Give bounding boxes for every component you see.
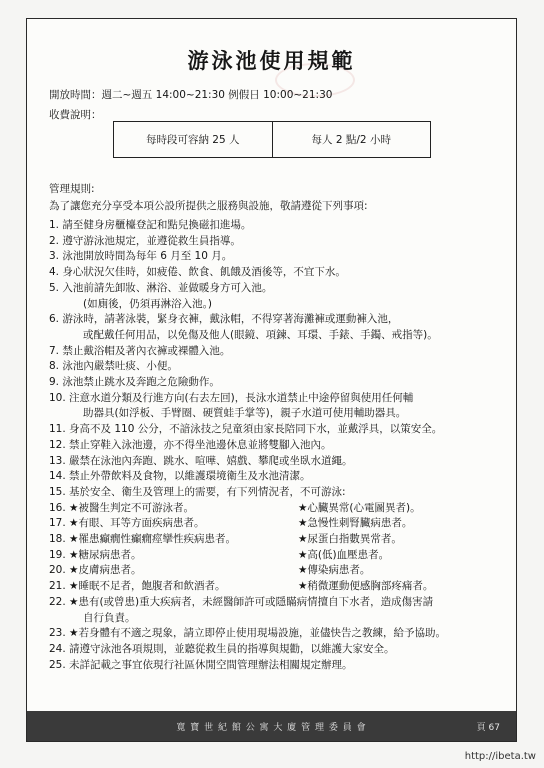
rule-item: 3. 泳池開放時間為每年 6 月至 10 月。 <box>49 250 233 263</box>
rule-pair-left: 20. ★皮膚病患者。 <box>49 564 142 577</box>
rule-item: 12. 禁止穿鞋入泳池邊，亦不得坐池邊休息並將雙腳入池內。 <box>49 438 332 451</box>
rule-item: 25. 未詳記載之事宜依現行社區休閒空間管理辦法相關規定辦理。 <box>49 658 353 671</box>
rule-item: 7. 禁止戴浴帽及著內衣褲或裸體入池。 <box>49 344 231 357</box>
document-page <box>26 18 517 742</box>
rule-item: 5. 入池前請先卸妝、淋浴、並做暖身方可入池。 <box>49 281 273 294</box>
rule-item: 或配戴任何用品，以免傷及他人(眼鏡、項鍊、耳環、手錶、手鐲、戒指等)。 <box>83 328 438 341</box>
rule-pair <box>49 532 509 548</box>
rules-heading: 管理規則: <box>49 183 95 195</box>
rule-item: 15. 基於安全、衛生及管理上的需要，有下列情況者，不可游泳: <box>49 485 346 498</box>
rule-item: 24. 請遵守泳池各項規則，並聽從救生員的指導與規勸，以維護大家安全。 <box>49 642 395 655</box>
rule-pair <box>49 501 509 517</box>
rule-item: 23. ★若身體有不適之現象，請立即停止使用現場設施，並儘快告之教練，給予協助。 <box>49 627 446 640</box>
capacity-cell: 每時段可容納 25 人 <box>145 134 240 146</box>
committee-name: 寬 寶 世 紀 館 公 寓 大 廈 管 理 委 員 會 <box>176 723 367 733</box>
rule-pair-left: 17. ★有眼、耳等方面疾病患者。 <box>49 517 205 530</box>
rule-item: 8. 泳池內嚴禁吐痰、小便。 <box>49 360 178 373</box>
rule-pair-left: 19. ★糖尿病患者。 <box>49 548 142 561</box>
rule-item: 助器具(如浮板、手臂圈、硬質蛙手掌等)，親子水道可使用輔助器具。 <box>83 407 407 420</box>
opening-hours: 開放時間：週二~週五 14:00~21:30 例假日 10:00~21:30 <box>49 89 333 101</box>
rule-pair-right: ★尿蛋白指數異常者。 <box>298 533 402 546</box>
rule-item: 4. 身心狀況欠佳時，如疲倦、飲食、飢餓及酒後等，不宜下水。 <box>49 266 346 279</box>
fee-label: 收費說明： <box>49 109 102 121</box>
rule-item: 10. 注意水道分類及行進方向(右去左回)，長泳水道禁止中途停留與使用任何輔 <box>49 391 414 404</box>
rule-pair-left: 18. ★罹患癲癇性癲癇痙攣性疾病患者。 <box>49 533 236 546</box>
rule-pair-right: ★急慢性刺腎臟病患者。 <box>298 517 413 530</box>
rule-pair <box>49 548 509 564</box>
rule-pair <box>49 516 509 532</box>
rules-list <box>49 218 509 673</box>
rule-pair-left: 16. ★被醫生判定不可游泳者。 <box>49 501 194 514</box>
rule-pair <box>49 579 509 595</box>
page-title: 游泳池使用規範 <box>187 48 356 73</box>
rule-item: 11. 身高不及 110 公分，不諳泳技之兒童須由家長陪同下水，並戴浮具，以策安全。 <box>49 423 443 436</box>
rule-pair <box>49 563 509 579</box>
rule-pair-right: ★傳染病患者。 <box>298 564 371 577</box>
rule-item: 6. 游泳時，請著泳裝，緊身衣褲，戴泳帽，不得穿著海灘褲或運動褲入池， <box>49 313 399 326</box>
rule-item: 14. 禁止外帶飲料及食物，以維護環境衛生及水池清潔。 <box>49 470 311 483</box>
rule-item: 2. 遵守游泳池規定，並遵從救生員指導。 <box>49 234 241 247</box>
rule-pair-right: ★心臟異常(心電圖異者)。 <box>298 501 421 514</box>
rule-item: 22. ★患有(或曾患)重大疾病者，未經醫師許可或隱瞞病情擅自下水者，造成傷害請 <box>49 595 434 608</box>
rules-intro: 為了讓您充分享受本項公設所提供之服務與設施，敬請遵從下列事項: <box>49 200 368 212</box>
page-number: 頁 67 <box>476 723 500 733</box>
rule-item: 1. 請至健身房櫃檯登記和點兒換磁扣進場。 <box>49 219 252 231</box>
rule-pair-right: ★高(低)血壓患者。 <box>298 548 390 561</box>
rule-item: 13. 嚴禁在泳池內奔跑、跳水、喧嘩、嬉戲、攀爬或坐臥水道繩。 <box>49 454 353 467</box>
price-cell: 每人 2 點/2 小時 <box>272 122 431 157</box>
rule-item: 自行負責。 <box>83 611 136 624</box>
rule-item: (如廁後，仍須再淋浴入池。) <box>83 297 212 310</box>
rule-pair-right: ★稍微運動便感胸部疼痛者。 <box>298 580 434 593</box>
page-footer <box>27 711 516 741</box>
watermark: http://ibeta.tw <box>464 751 536 762</box>
rule-pair-left: 21. ★睡眠不足者，飽腹者和飲酒者。 <box>49 580 226 593</box>
rule-item: 9. 泳池禁止跳水及奔跑之危險動作。 <box>49 376 220 389</box>
fee-table <box>113 121 431 158</box>
